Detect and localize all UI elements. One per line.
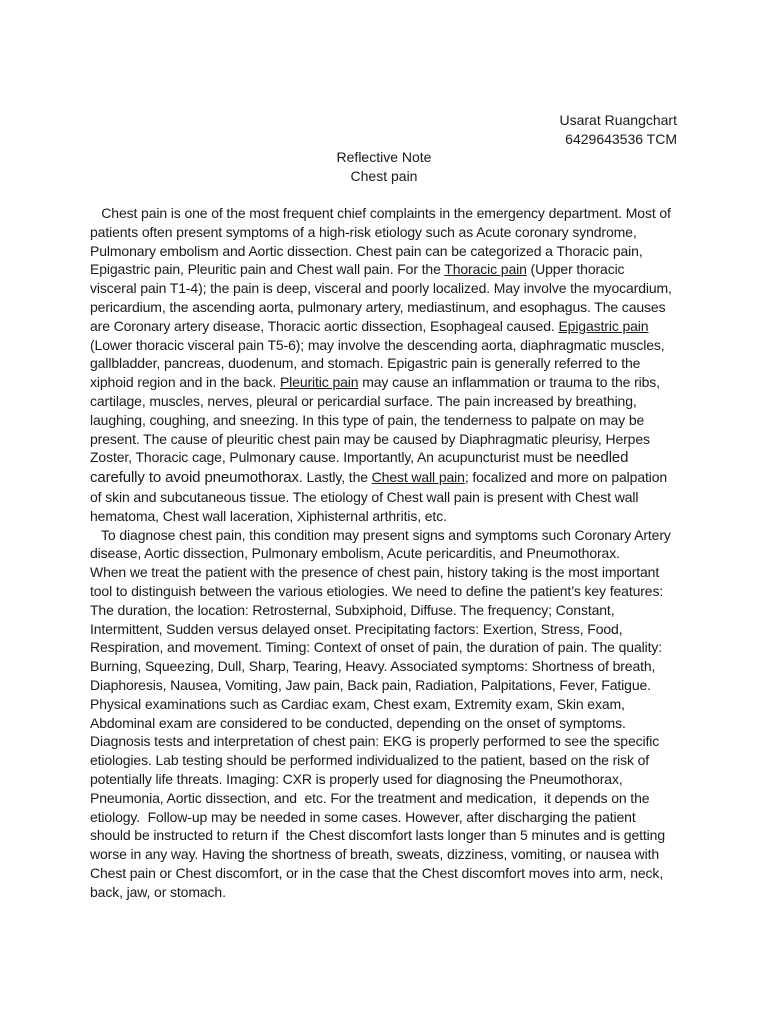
title-block <box>0 148 768 186</box>
text-run: Physical examinations such as Cardiac exam, Chest exam, Extremity exam, Skin exam, <box>90 695 625 712</box>
text-run: laughing, coughing, and sneezing. In this type of pain, the tenderness to palpate on may be <box>90 411 645 428</box>
body-line <box>90 883 690 902</box>
student-id: 6429643536 TCM <box>565 131 677 147</box>
text-run: potentially life threats. Imaging: CXR is properly used for diagnosing the Pneumothorax, <box>90 770 623 787</box>
text-run: Chest pain is one of the most frequent chief complaints in the emergency department. Most of <box>90 205 671 221</box>
body-line <box>90 373 690 392</box>
body-line <box>90 826 690 845</box>
body-line <box>90 695 690 714</box>
text-run: back, jaw, or stomach. <box>90 883 226 900</box>
text-run: are Coronary artery disease, Thoracic aortic dissection, Esophageal caused. <box>90 317 559 334</box>
text-run: Chest pain or Chest discomfort, or in the case that the Chest discomfort moves into arm, neck, <box>90 864 664 881</box>
text-run: gallbladder, pancreas, duodenum, and stomach. Epigastric pain is generally referred to the <box>90 355 641 372</box>
text-run: The duration, the location: Retrosternal, Subxiphoid, Diffuse. The frequency; Constant, <box>90 601 615 618</box>
text-run: present. The cause of pleuritic chest pain may be caused by Diaphragmatic pleurisy, Herpes <box>90 430 650 447</box>
text-run: worse in any way. Having the shortness of breath, sweats, dizziness, vomiting, or nausea with <box>90 846 660 863</box>
body-line <box>90 526 690 545</box>
underlined-term: Pleuritic pain <box>279 374 359 391</box>
body-line <box>90 770 690 789</box>
body-line <box>90 582 690 601</box>
body-line <box>90 260 690 279</box>
body-line <box>90 448 690 468</box>
text-run: Intermittent, Sudden versus delayed onset. Precipitating factors: Exertion, Stress, Food, <box>90 620 623 637</box>
text-run: Zoster, Thoracic cage, Pulmonary cause. Importantly, An acupuncturist must be <box>90 449 576 466</box>
body-line <box>90 392 690 411</box>
body-line <box>90 751 690 770</box>
text-run: tool to distinguish between the various etiologies. We need to define the patient’s key features: <box>90 582 664 599</box>
body-line <box>90 488 690 507</box>
body-line <box>90 845 690 864</box>
text-run: ; focalized and more on palpation <box>464 469 668 486</box>
body-line <box>90 676 690 695</box>
text-run: of skin and subcutaneous tissue. The etiology of Chest wall pain is present with Chest wall <box>90 488 639 505</box>
text-run: Pulmonary embolism and Aortic dissection. Chest pain can be categorized a Thoracic pain, <box>90 242 643 259</box>
text-run: cartilage, muscles, nerves, pleural or pericardial surface. The pain increased by breathing, <box>90 392 637 409</box>
emphasis-run: needled <box>575 449 629 467</box>
body-line <box>90 789 690 808</box>
body-line <box>90 336 690 355</box>
body-line <box>90 657 690 676</box>
text-run: Burning, Squeezing, Dull, Sharp, Tearing, Heavy. Associated symptoms: Shortness of breath, <box>90 658 656 675</box>
body-line <box>90 468 690 488</box>
text-run: Epigastric pain, Pleuritic pain and Chest wall pain. For the <box>90 261 445 278</box>
text-run: (Upper thoracic <box>526 261 625 278</box>
text-run: Diagnosis tests and interpretation of chest pain: EKG is properly performed to see the specific <box>90 733 660 750</box>
body-line <box>90 563 690 582</box>
text-run: Pneumonia, Aortic dissection, and etc. For the treatment and medication, it depends on the <box>90 789 650 806</box>
body-line <box>90 223 690 242</box>
text-run: may cause an inflammation or trauma to the ribs, <box>358 374 660 391</box>
text-run: When we treat the patient with the presence of chest pain, history taking is the most important <box>90 564 660 581</box>
text-run: patients often present symptoms of a high-risk etiology such as Acute coronary syndrome, <box>90 223 637 240</box>
body-line <box>90 808 690 827</box>
document-subtitle: Chest pain <box>350 168 418 184</box>
body-line <box>90 732 690 751</box>
body-line <box>90 242 690 261</box>
text-run: (Lower thoracic visceral pain T5-6); may involve the descending aorta, diaphragmatic muscles, <box>90 336 665 353</box>
body-line <box>90 864 690 883</box>
body-line <box>90 354 690 373</box>
body-line <box>90 638 690 657</box>
document-title: Reflective Note <box>336 149 432 165</box>
text-run: pericardium, the ascending aorta, pulmonary artery, mediastinum, and esophagus. The causes <box>90 298 666 315</box>
body-line <box>90 317 690 336</box>
text-run: visceral pain T1-4); the pain is deep, visceral and poorly localized. May involve the myocardium, <box>90 280 672 297</box>
body-line <box>90 430 690 449</box>
text-run: xiphoid region and in the back. <box>90 374 280 391</box>
body-text <box>90 204 690 901</box>
text-run: disease, Aortic dissection, Pulmonary embolism, Acute pericarditis, and Pneumothorax. <box>90 545 620 562</box>
text-run: Abdominal exam are considered to be conducted, depending on the onset of symptoms. <box>90 714 626 731</box>
text-run: To diagnose chest pain, this condition may present signs and symptoms such Coronary Artery <box>90 526 671 543</box>
underlined-term: Epigastric pain <box>558 317 649 334</box>
body-line <box>90 507 690 526</box>
author-block <box>559 111 677 149</box>
body-line <box>90 714 690 733</box>
body-line <box>90 411 690 430</box>
body-line <box>90 620 690 639</box>
body-line <box>90 544 690 563</box>
body-line <box>90 601 690 620</box>
body-line <box>90 204 690 223</box>
body-line <box>90 279 690 298</box>
underlined-term: Chest wall pain <box>371 469 465 486</box>
body-line <box>90 298 690 317</box>
text-run: etiologies. Lab testing should be performed individualized to the patient, based on the risk of <box>90 752 650 769</box>
underlined-term: Thoracic pain <box>444 261 527 278</box>
text-run: . Lastly, the <box>298 469 372 486</box>
emphasis-run: carefully to avoid pneumothorax <box>90 469 299 487</box>
author-name: Usarat Ruangchart <box>559 112 677 128</box>
text-run: Diaphoresis, Nausea, Vomiting, Jaw pain, Back pain, Radiation, Palpitations, Fever, Fatigue. <box>90 676 651 693</box>
text-run: etiology. Follow-up may be needed in some cases. However, after discharging the patient <box>90 808 636 825</box>
text-run: hematoma, Chest wall laceration, Xiphisternal arthritis, etc. <box>90 507 447 524</box>
text-run: should be instructed to return if the Chest discomfort lasts longer than 5 minutes and is getting <box>90 827 666 844</box>
text-run: Respiration, and movement. Timing: Context of onset of pain, the duration of pain. The quality: <box>90 639 663 656</box>
